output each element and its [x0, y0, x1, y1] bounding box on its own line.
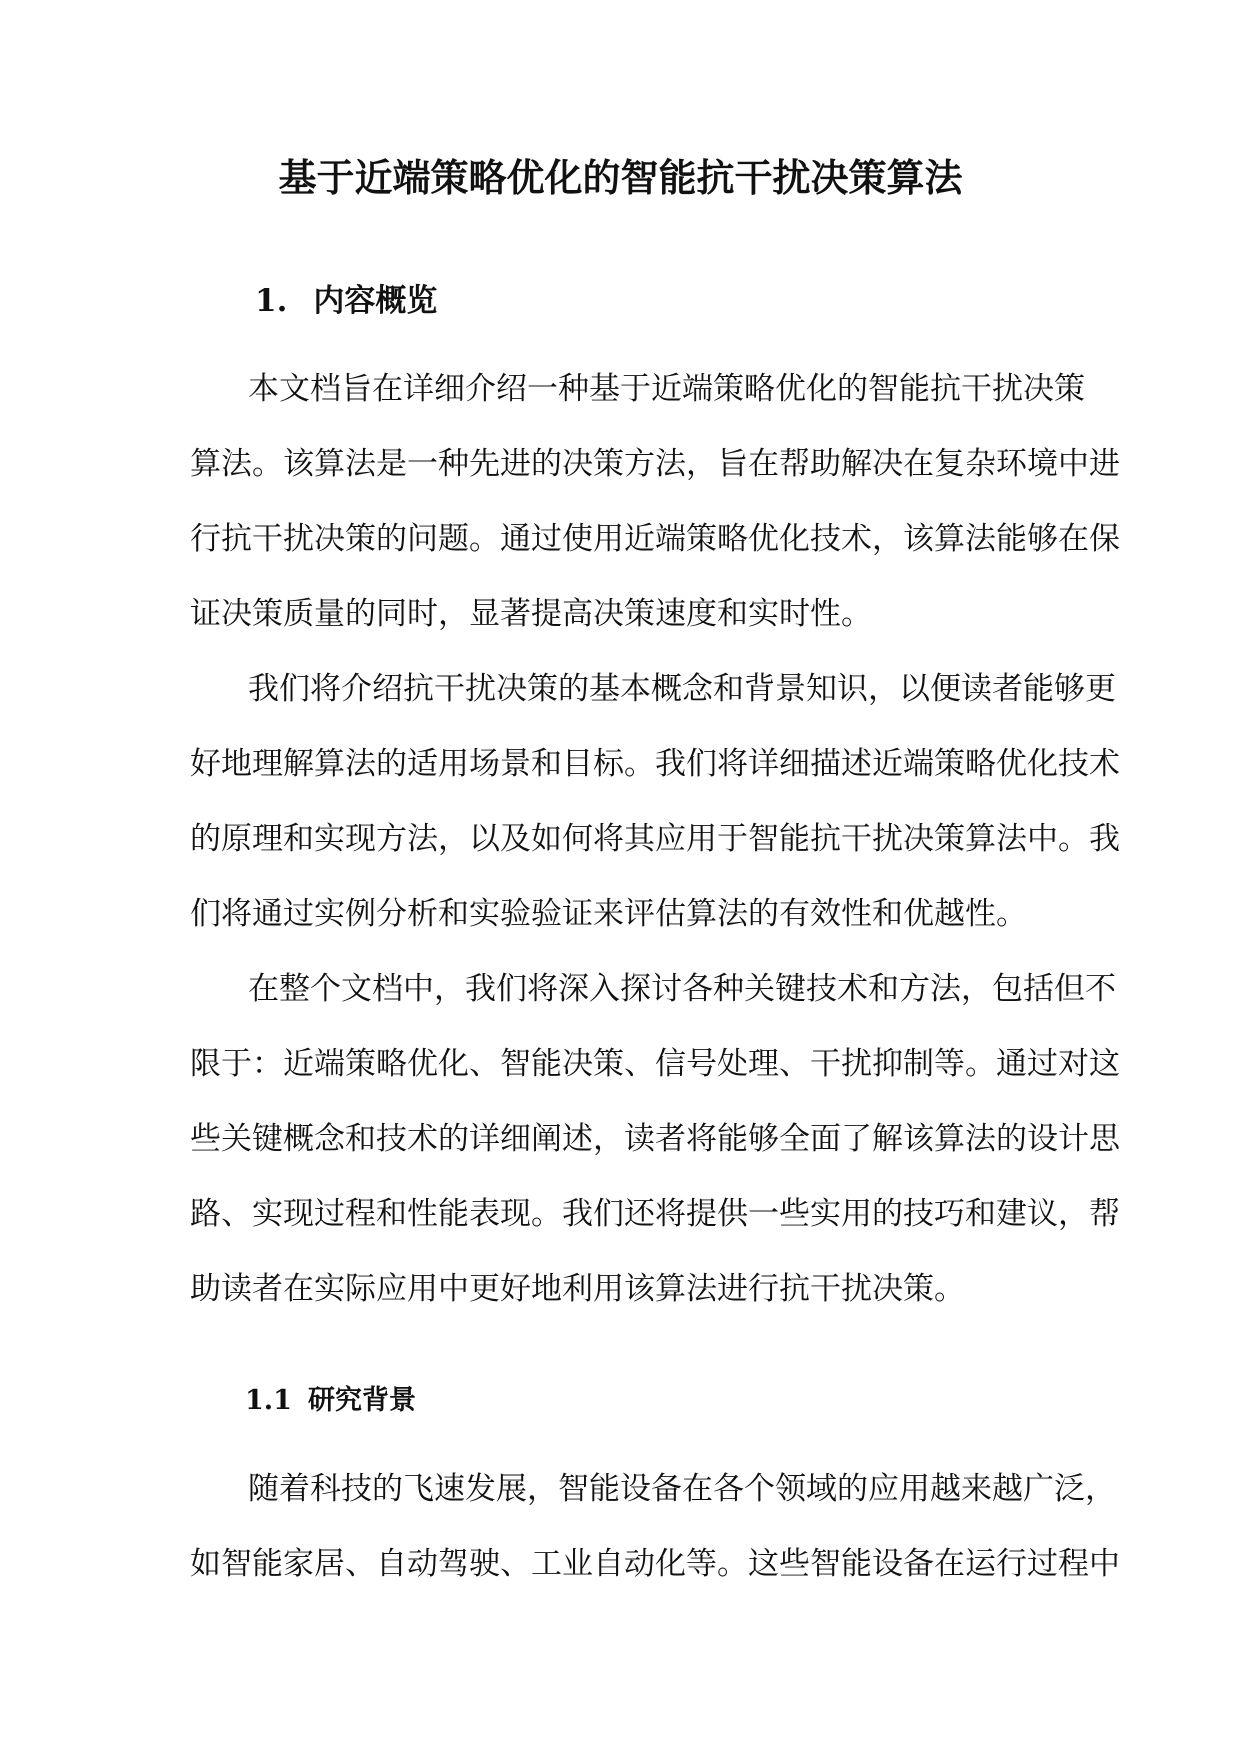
document-title: 基于近端策略优化的智能抗干扰决策算法 [278, 155, 963, 200]
paragraph-line: 我们将介绍抗干扰决策的基本概念和背景知识，以便读者能够更 [248, 671, 1116, 707]
section-number: 1. [255, 283, 288, 319]
paragraph-line: 在整个文档中，我们将深入探讨各种关键技术和方法，包括但不 [248, 971, 1116, 1007]
paragraph-line: 如智能家居、自动驾驶、工业自动化等。这些智能设备在运行过程中 [190, 1546, 1120, 1582]
paragraph-line: 的原理和实现方法，以及如何将其应用于智能抗干扰决策算法中。我 [190, 821, 1120, 857]
subsection-number: 1.1 [245, 1385, 292, 1416]
paragraph-line: 些关键概念和技术的详细阐述，读者将能够全面了解该算法的设计思 [190, 1121, 1120, 1157]
paragraph-line: 限于：近端策略优化、智能决策、信号处理、干扰抑制等。通过对这 [190, 1046, 1120, 1082]
paragraph-line: 随着科技的飞速发展，智能设备在各个领域的应用越来越广泛， [248, 1471, 1116, 1507]
subsection-heading-background [245, 1376, 416, 1426]
paragraph-line: 算法。该算法是一种先进的决策方法，旨在帮助解决在复杂环境中进 [190, 446, 1120, 482]
paragraph-line: 们将通过实例分析和实验验证来评估算法的有效性和优越性。 [190, 896, 1027, 932]
paragraph-line: 好地理解算法的适用场景和目标。我们将详细描述近端策略优化技术 [190, 746, 1120, 782]
paragraph-line: 助读者在实际应用中更好地利用该算法进行抗干扰决策。 [190, 1271, 965, 1307]
section-heading-overview [255, 276, 437, 326]
subsection-title: 研究背景 [307, 1385, 416, 1416]
paragraph-line: 行抗干扰决策的问题。通过使用近端策略优化技术，该算法能够在保 [190, 521, 1120, 557]
section-title: 内容概览 [313, 283, 438, 319]
paragraph-line: 证决策质量的同时，显著提高决策速度和实时性。 [190, 596, 872, 632]
paragraph-line: 路、实现过程和性能表现。我们还将提供一些实用的技巧和建议，帮 [190, 1196, 1120, 1232]
paragraph-line: 本文档旨在详细介绍一种基于近端策略优化的智能抗干扰决策 [248, 371, 1085, 407]
